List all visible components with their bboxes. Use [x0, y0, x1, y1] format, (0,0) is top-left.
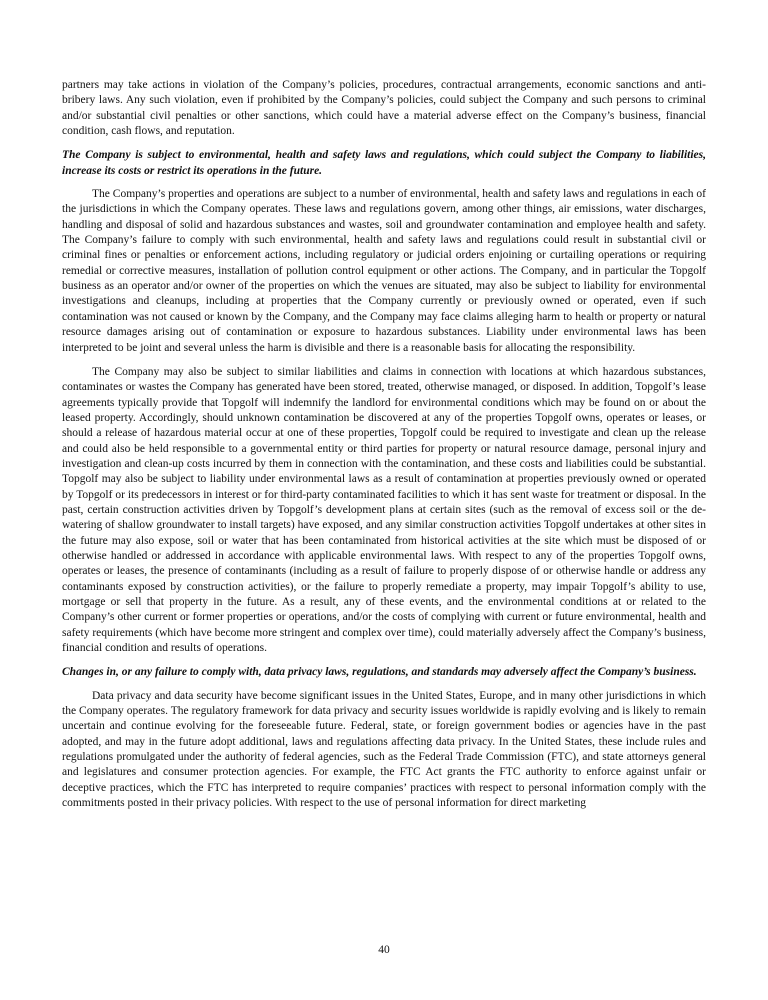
- page-number: 40: [378, 944, 390, 956]
- document-body: [62, 78, 706, 820]
- paragraph-data-privacy: Data privacy and data security have become significant issues in the United States, Europe, and in many other jurisdictions in which the Company operates. The regulatory framework for data privacy and security issues worldwide is rapidly evolving and is likely to remain uncertain and continue evolving for the foreseeable future. Federal, state, or foreign government bodies or agencies have in the past adopted, and may in the future adopt additional, laws and regulations affecting data privacy. In the United States, these include rules and regulations promulgated under the authority of federal agencies, such as the Federal Trade Commission (FTC), and state attorneys general and legislatures and consumer protection agencies. For example, the FTC Act grants the FTC authority to enforce against unfair or deceptive practices, which the FTC has interpreted to require companies’ practices with respect to personal information comply with the commitments posted in their privacy policies. With respect to the use of personal information for direct marketing: [62, 689, 706, 810]
- section-heading-environmental: The Company is subject to environmental, health and safety laws and regulations, which could subject the Company to liabilities, increase its costs or restrict its operations in the future.: [62, 149, 706, 177]
- paragraph-continuation: partners may take actions in violation of the Company’s policies, procedures, contractual arrangements, economic sanctions and anti-bribery laws. Any such violation, even if prohibited by the Company’s policies, could subject the Company and such persons to criminal and/or substantial civil penalties or other sanctions, which could have a material adverse effect on the Company’s business, financial condition, cash flows, and reputation.: [62, 79, 706, 138]
- section-heading-data-privacy: Changes in, or any failure to comply with, data privacy laws, regulations, and standards may adversely affect the Company’s business.: [62, 666, 697, 679]
- paragraph-liabilities: The Company may also be subject to similar liabilities and claims in connection with locations at which hazardous substances, contaminates or wastes the Company has generated have been stored, treated, otherwise managed, or disposed. In addition, Topgolf’s lease agreements typically provide that Topgolf will indemnify the landlord for environmental conditions which may be found on or about the leased property. Accordingly, should unknown contamination be discovered at any of the properties Topgolf owns, operates or leases, or should a release of hazardous material occur at one of these properties, Topgolf could be required to investigate and clean up the release and could also be held responsible to a governmental entity or third parties for property or natural resource damage, personal injury and investigation and clean-up costs incurred by them in connection with the contamination, and these costs and liabilities could be substantial. Topgolf may also be subject to liability under environmental laws as a result of contamination at properties previously owned or operated by Topgolf or its predecessors in interest or for third-party contaminated facilities to which it has sent waste for treatment or disposal. In the past, certain construction activities driven by Topgolf’s development plans at certain sites (such as the removal of excess soil or the de-watering of shallow groundwater to install targets) have exposed, and any similar construction activities Topgolf undertakes at other sites in the future may also expose, soil or water that has been contaminated from historical activities at the site which must be disposed of or otherwise handled or addressed in accordance with applicable environmental laws. With respect to any of the properties Topgolf owns, operates or leases, the presence of contaminants (including as a result of failure to properly dispose of or otherwise handle or address any contaminants exposed by construction activities), or the failure to properly remediate a property, may impair Topgolf’s ability to use, mortgage or sell that property in the future. As a result, any of these events, and the environmental conditions at or related to the Company’s other current or former properties or operations, and/or the costs of complying with current or future environmental, health and safety requirements (which have become more stringent and complex over time), could materially adversely affect the Company’s business, financial condition and results of operations.: [62, 365, 706, 655]
- paragraph-environmental-laws: The Company’s properties and operations are subject to a number of environmental, health and safety laws and regulations in each of the jurisdictions in which the Company operates. These laws and regulations govern, among other things, air emissions, water discharges, handling and disposal of solid and hazardous substances and wastes, soil and groundwater contamination and employee health and safety. The Company’s failure to comply with such environmental, health and safety laws and regulations could result in substantial civil or criminal fines or penalties or enforcement actions, including regulatory or judicial orders enjoining or curtailing operations or requiring remedial or corrective measures, installation of pollution control equipment or other actions. The Company, and in particular the Topgolf business as an operator and/or owner of the properties on which the venues are situated, may also be subject to liability for environmental investigations and cleanups, including at properties that the Company currently or previously owned or operated, even if such contamination was not caused or known by the Company, and the Company may face claims alleging harm to health or property or natural resource damages arising out of contamination or exposure to hazardous substances. Liability under environmental laws has been interpreted to be joint and several unless the harm is divisible and there is a reasonable basis for allocating the responsibility.: [62, 188, 706, 354]
